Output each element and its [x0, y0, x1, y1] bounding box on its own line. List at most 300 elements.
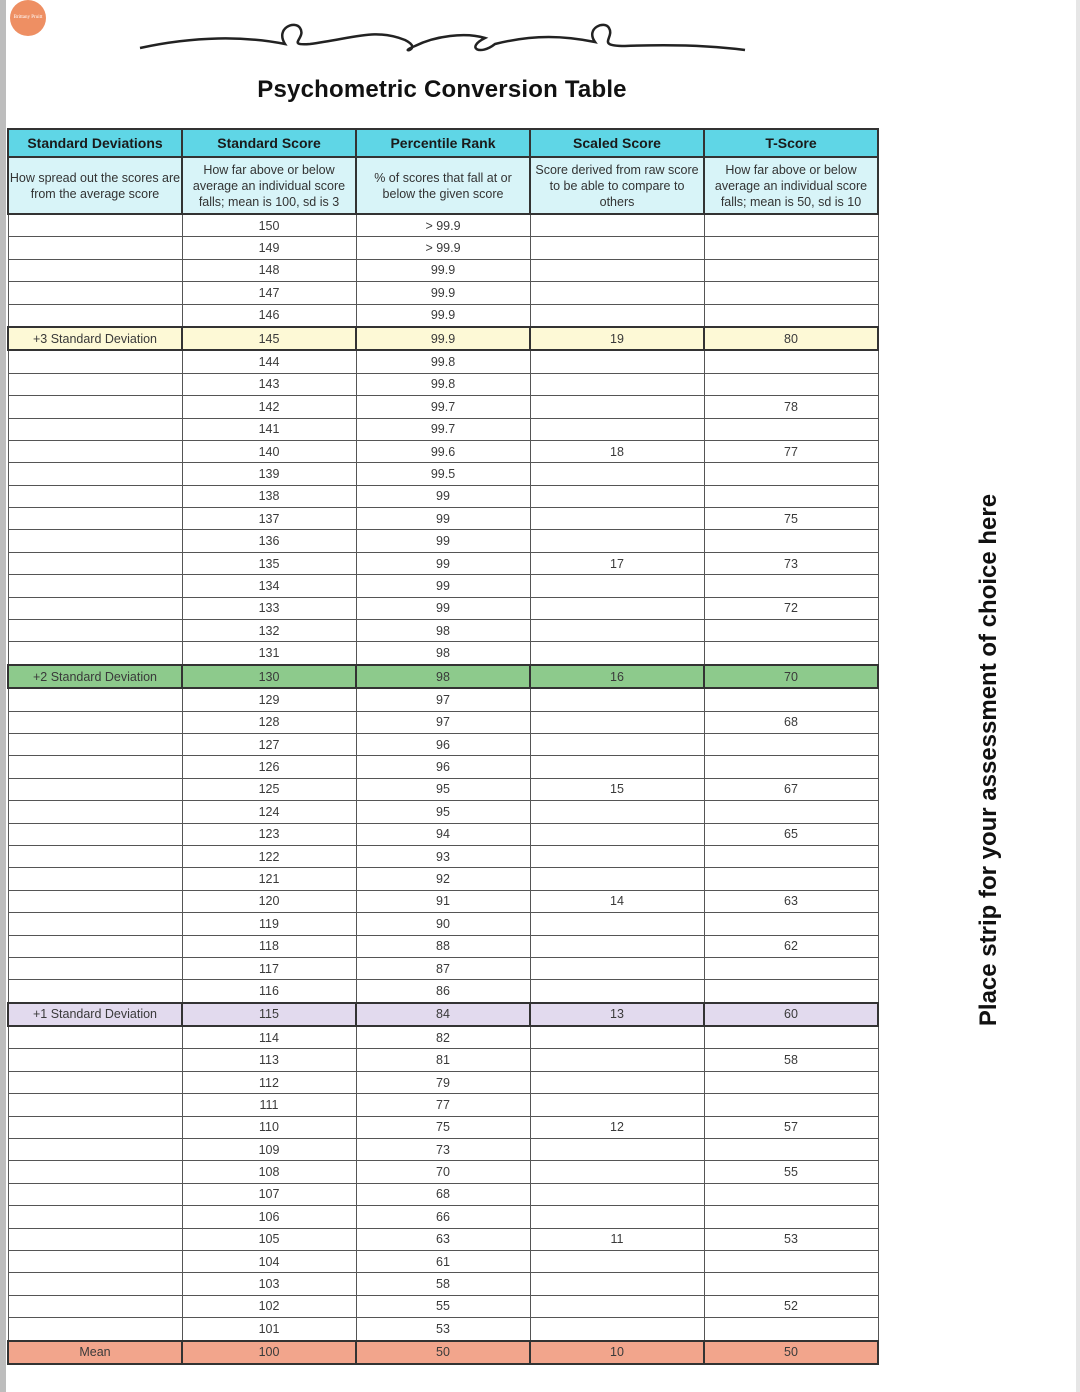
conversion-table [7, 128, 879, 1365]
table-row [8, 1273, 878, 1295]
standard-score-cell: 113 [182, 1049, 356, 1071]
scaled-score-cell [530, 1071, 704, 1093]
standard-score-cell: 143 [182, 373, 356, 395]
table-body [8, 214, 878, 1364]
standard-deviation-cell [8, 1183, 182, 1205]
t-score-cell: 67 [704, 778, 878, 800]
percentile-rank-cell: 95 [356, 778, 530, 800]
table-row [8, 733, 878, 755]
percentile-rank-cell: 90 [356, 913, 530, 935]
t-score-cell: 62 [704, 935, 878, 957]
table-row [8, 935, 878, 957]
scaled-score-cell [530, 1295, 704, 1317]
standard-deviation-cell: +3 Standard Deviation [8, 327, 182, 350]
scaled-score-cell [530, 237, 704, 259]
t-score-cell [704, 1206, 878, 1228]
t-score-cell [704, 1250, 878, 1272]
standard-deviation-cell [8, 688, 182, 711]
table-row [8, 282, 878, 304]
standard-score-cell: 132 [182, 620, 356, 642]
percentile-rank-cell: 99.8 [356, 373, 530, 395]
standard-deviation-cell [8, 1206, 182, 1228]
standard-deviation-cell: +2 Standard Deviation [8, 665, 182, 688]
scaled-score-cell: 18 [530, 440, 704, 462]
t-score-cell [704, 237, 878, 259]
percentile-rank-cell: 99.6 [356, 440, 530, 462]
percentile-rank-cell: 82 [356, 1026, 530, 1049]
percentile-rank-cell: 63 [356, 1228, 530, 1250]
standard-score-cell: 133 [182, 597, 356, 619]
scaled-score-cell [530, 868, 704, 890]
t-score-cell: 52 [704, 1295, 878, 1317]
standard-score-cell: 146 [182, 304, 356, 327]
scaled-score-cell [530, 282, 704, 304]
standard-deviation-cell [8, 1049, 182, 1071]
standard-score-cell: 123 [182, 823, 356, 845]
scaled-score-cell [530, 214, 704, 237]
table-row [8, 440, 878, 462]
standard-score-cell: 115 [182, 1003, 356, 1026]
standard-deviation-cell [8, 552, 182, 574]
standard-deviation-cell [8, 1228, 182, 1250]
t-score-cell [704, 642, 878, 665]
table-row-sd3 [8, 327, 878, 350]
standard-deviation-cell [8, 1071, 182, 1093]
percentile-rank-cell: 99 [356, 530, 530, 552]
scaled-score-cell [530, 1049, 704, 1071]
table-row [8, 259, 878, 281]
standard-score-cell: 140 [182, 440, 356, 462]
scaled-score-cell [530, 1206, 704, 1228]
percentile-rank-cell: 98 [356, 642, 530, 665]
table-row [8, 418, 878, 440]
percentile-rank-cell: 97 [356, 711, 530, 733]
percentile-rank-cell: 66 [356, 1206, 530, 1228]
scaled-score-cell: 16 [530, 665, 704, 688]
standard-score-cell: 147 [182, 282, 356, 304]
standard-deviation-cell [8, 508, 182, 530]
table-row [8, 575, 878, 597]
column-header-standard-deviations: Standard Deviations [8, 129, 182, 157]
t-score-cell [704, 1139, 878, 1161]
standard-score-cell: 127 [182, 733, 356, 755]
table-row-sd2 [8, 665, 878, 688]
standard-score-cell: 101 [182, 1318, 356, 1341]
t-score-cell [704, 868, 878, 890]
standard-score-cell: 107 [182, 1183, 356, 1205]
scaled-score-cell [530, 845, 704, 867]
standard-score-cell: 102 [182, 1295, 356, 1317]
standard-score-cell: 114 [182, 1026, 356, 1049]
t-score-cell: 58 [704, 1049, 878, 1071]
table-row [8, 1228, 878, 1250]
percentile-rank-cell: 86 [356, 980, 530, 1003]
percentile-rank-cell: 61 [356, 1250, 530, 1272]
scaled-score-cell: 12 [530, 1116, 704, 1138]
scaled-score-cell [530, 1094, 704, 1116]
percentile-rank-cell: 99 [356, 508, 530, 530]
percentile-rank-cell: 84 [356, 1003, 530, 1026]
t-score-cell: 55 [704, 1161, 878, 1183]
table-row [8, 1295, 878, 1317]
t-score-cell [704, 980, 878, 1003]
standard-deviation-cell [8, 1295, 182, 1317]
scaled-score-cell [530, 485, 704, 507]
percentile-rank-cell: 99 [356, 552, 530, 574]
logo-text: Brittany Pruitt [13, 15, 43, 20]
standard-deviation-cell [8, 396, 182, 418]
table-row [8, 980, 878, 1003]
standard-score-cell: 106 [182, 1206, 356, 1228]
percentile-rank-cell: 99 [356, 485, 530, 507]
table-row [8, 1071, 878, 1093]
t-score-cell [704, 530, 878, 552]
percentile-rank-cell: 99 [356, 575, 530, 597]
t-score-cell: 78 [704, 396, 878, 418]
page-left-edge [0, 0, 6, 1392]
t-score-cell [704, 756, 878, 778]
table-row [8, 508, 878, 530]
t-score-cell [704, 801, 878, 823]
percentile-rank-cell: 58 [356, 1273, 530, 1295]
column-description: Score derived from raw score to be able to compare to others [530, 157, 704, 214]
standard-deviation-cell [8, 642, 182, 665]
percentile-rank-cell: 81 [356, 1049, 530, 1071]
table-row [8, 485, 878, 507]
scaled-score-cell [530, 1139, 704, 1161]
standard-deviation-cell [8, 778, 182, 800]
percentile-rank-cell: 98 [356, 665, 530, 688]
standard-score-cell: 134 [182, 575, 356, 597]
standard-deviation-cell [8, 530, 182, 552]
standard-score-cell: 135 [182, 552, 356, 574]
percentile-rank-cell: 70 [356, 1161, 530, 1183]
standard-score-cell: 117 [182, 957, 356, 979]
percentile-rank-cell: 68 [356, 1183, 530, 1205]
scaled-score-cell [530, 620, 704, 642]
standard-deviation-cell [8, 801, 182, 823]
page-title: Psychometric Conversion Table [257, 76, 627, 103]
t-score-cell [704, 373, 878, 395]
assessment-strip-label: Place strip for your assessment of choice here [975, 493, 1002, 1027]
percentile-rank-cell: 99.9 [356, 327, 530, 350]
percentile-rank-cell: 97 [356, 688, 530, 711]
percentile-rank-cell: 99.9 [356, 282, 530, 304]
t-score-cell [704, 463, 878, 485]
standard-deviation-cell [8, 1116, 182, 1138]
standard-score-cell: 138 [182, 485, 356, 507]
standard-score-cell: 118 [182, 935, 356, 957]
standard-score-cell: 122 [182, 845, 356, 867]
brand-logo [10, 0, 46, 36]
column-description: % of scores that fall at or below the given score [356, 157, 530, 214]
standard-deviation-cell [8, 935, 182, 957]
t-score-cell: 50 [704, 1341, 878, 1364]
standard-score-cell: 139 [182, 463, 356, 485]
standard-deviation-cell [8, 237, 182, 259]
standard-deviation-cell [8, 913, 182, 935]
table-row [8, 1161, 878, 1183]
standard-deviation-cell [8, 1094, 182, 1116]
standard-deviation-cell [8, 957, 182, 979]
standard-score-cell: 100 [182, 1341, 356, 1364]
percentile-rank-cell: 53 [356, 1318, 530, 1341]
scaled-score-cell [530, 575, 704, 597]
table-row [8, 756, 878, 778]
table-row [8, 1094, 878, 1116]
t-score-cell [704, 1183, 878, 1205]
table-row [8, 373, 878, 395]
standard-score-cell: 136 [182, 530, 356, 552]
column-description: How far above or below average an individual score falls; mean is 50, sd is 10 [704, 157, 878, 214]
decorative-flourish-icon [135, 18, 750, 60]
standard-score-cell: 144 [182, 350, 356, 373]
percentile-rank-cell: 94 [356, 823, 530, 845]
t-score-cell [704, 418, 878, 440]
scaled-score-cell [530, 823, 704, 845]
standard-deviation-cell [8, 1161, 182, 1183]
standard-score-cell: 104 [182, 1250, 356, 1272]
standard-deviation-cell [8, 485, 182, 507]
standard-score-cell: 103 [182, 1273, 356, 1295]
percentile-rank-cell: 96 [356, 733, 530, 755]
scaled-score-cell [530, 1318, 704, 1341]
percentile-rank-cell: 99.9 [356, 304, 530, 327]
scaled-score-cell [530, 1250, 704, 1272]
scaled-score-cell [530, 913, 704, 935]
table-row-sd1 [8, 1003, 878, 1026]
standard-deviation-cell [8, 1250, 182, 1272]
scaled-score-cell: 14 [530, 890, 704, 912]
standard-deviation-cell [8, 1026, 182, 1049]
standard-deviation-cell [8, 1273, 182, 1295]
t-score-cell [704, 1071, 878, 1093]
percentile-rank-cell: 79 [356, 1071, 530, 1093]
table-row [8, 350, 878, 373]
standard-deviation-cell [8, 259, 182, 281]
scaled-score-cell: 10 [530, 1341, 704, 1364]
t-score-cell [704, 845, 878, 867]
standard-deviation-cell [8, 1139, 182, 1161]
standard-score-cell: 145 [182, 327, 356, 350]
t-score-cell [704, 259, 878, 281]
table-row [8, 642, 878, 665]
t-score-cell [704, 575, 878, 597]
table-row [8, 396, 878, 418]
scaled-score-cell [530, 801, 704, 823]
t-score-cell [704, 1026, 878, 1049]
percentile-rank-cell: 75 [356, 1116, 530, 1138]
scaled-score-cell [530, 1026, 704, 1049]
t-score-cell [704, 350, 878, 373]
header-row [8, 129, 878, 157]
scaled-score-cell [530, 508, 704, 530]
standard-score-cell: 110 [182, 1116, 356, 1138]
table-row [8, 552, 878, 574]
standard-score-cell: 131 [182, 642, 356, 665]
column-description: How spread out the scores are from the average score [8, 157, 182, 214]
standard-deviation-cell [8, 823, 182, 845]
percentile-rank-cell: 99.9 [356, 259, 530, 281]
table-row [8, 688, 878, 711]
table-row [8, 957, 878, 979]
standard-score-cell: 149 [182, 237, 356, 259]
scaled-score-cell [530, 373, 704, 395]
t-score-cell: 75 [704, 508, 878, 530]
table-row [8, 620, 878, 642]
standard-score-cell: 142 [182, 396, 356, 418]
t-score-cell [704, 282, 878, 304]
column-header-percentile-rank: Percentile Rank [356, 129, 530, 157]
standard-score-cell: 120 [182, 890, 356, 912]
scaled-score-cell [530, 642, 704, 665]
table-row [8, 913, 878, 935]
scaled-score-cell [530, 418, 704, 440]
standard-deviation-cell [8, 304, 182, 327]
table-row [8, 597, 878, 619]
scaled-score-cell [530, 597, 704, 619]
standard-score-cell: 125 [182, 778, 356, 800]
standard-score-cell: 130 [182, 665, 356, 688]
scaled-score-cell: 13 [530, 1003, 704, 1026]
standard-deviation-cell [8, 350, 182, 373]
table-row [8, 214, 878, 237]
percentile-rank-cell: 77 [356, 1094, 530, 1116]
standard-deviation-cell [8, 214, 182, 237]
description-row [8, 157, 878, 214]
t-score-cell [704, 1318, 878, 1341]
scaled-score-cell [530, 756, 704, 778]
table-row [8, 778, 878, 800]
percentile-rank-cell: 92 [356, 868, 530, 890]
standard-score-cell: 109 [182, 1139, 356, 1161]
standard-score-cell: 141 [182, 418, 356, 440]
scaled-score-cell: 17 [530, 552, 704, 574]
percentile-rank-cell: 87 [356, 957, 530, 979]
standard-deviation-cell [8, 868, 182, 890]
table-row [8, 1116, 878, 1138]
column-description: How far above or below average an individual score falls; mean is 100, sd is 3 [182, 157, 356, 214]
standard-score-cell: 108 [182, 1161, 356, 1183]
scaled-score-cell [530, 259, 704, 281]
t-score-cell [704, 304, 878, 327]
t-score-cell: 65 [704, 823, 878, 845]
table-row [8, 1026, 878, 1049]
table-row [8, 1250, 878, 1272]
scaled-score-cell [530, 1273, 704, 1295]
table-row-mean [8, 1341, 878, 1364]
standard-deviation-cell [8, 620, 182, 642]
table-row [8, 237, 878, 259]
table-row [8, 823, 878, 845]
scaled-score-cell [530, 350, 704, 373]
percentile-rank-cell: 95 [356, 801, 530, 823]
standard-deviation-cell [8, 845, 182, 867]
scaled-score-cell: 19 [530, 327, 704, 350]
standard-deviation-cell [8, 373, 182, 395]
t-score-cell [704, 1094, 878, 1116]
scaled-score-cell: 15 [530, 778, 704, 800]
t-score-cell [704, 957, 878, 979]
scaled-score-cell [530, 957, 704, 979]
t-score-cell: 68 [704, 711, 878, 733]
percentile-rank-cell: 99.7 [356, 396, 530, 418]
t-score-cell: 80 [704, 327, 878, 350]
scaled-score-cell [530, 1183, 704, 1205]
standard-deviation-cell [8, 733, 182, 755]
t-score-cell: 60 [704, 1003, 878, 1026]
t-score-cell [704, 733, 878, 755]
column-header-scaled-score: Scaled Score [530, 129, 704, 157]
standard-score-cell: 111 [182, 1094, 356, 1116]
scaled-score-cell [530, 935, 704, 957]
percentile-rank-cell: 99.7 [356, 418, 530, 440]
percentile-rank-cell: 93 [356, 845, 530, 867]
standard-deviation-cell: +1 Standard Deviation [8, 1003, 182, 1026]
standard-score-cell: 105 [182, 1228, 356, 1250]
t-score-cell: 53 [704, 1228, 878, 1250]
standard-score-cell: 129 [182, 688, 356, 711]
table-row [8, 1206, 878, 1228]
scaled-score-cell [530, 463, 704, 485]
t-score-cell [704, 485, 878, 507]
scaled-score-cell [530, 1161, 704, 1183]
t-score-cell [704, 1273, 878, 1295]
percentile-rank-cell: 55 [356, 1295, 530, 1317]
standard-deviation-cell [8, 1318, 182, 1341]
table-row [8, 1049, 878, 1071]
t-score-cell [704, 214, 878, 237]
percentile-rank-cell: 50 [356, 1341, 530, 1364]
table-row [8, 304, 878, 327]
t-score-cell: 77 [704, 440, 878, 462]
table-row [8, 845, 878, 867]
standard-score-cell: 128 [182, 711, 356, 733]
t-score-cell: 57 [704, 1116, 878, 1138]
percentile-rank-cell: 98 [356, 620, 530, 642]
standard-score-cell: 148 [182, 259, 356, 281]
standard-score-cell: 150 [182, 214, 356, 237]
column-header-standard-score: Standard Score [182, 129, 356, 157]
t-score-cell [704, 620, 878, 642]
scaled-score-cell [530, 733, 704, 755]
standard-deviation-cell [8, 980, 182, 1003]
standard-deviation-cell [8, 890, 182, 912]
percentile-rank-cell: > 99.9 [356, 237, 530, 259]
t-score-cell [704, 913, 878, 935]
standard-deviation-cell [8, 282, 182, 304]
standard-deviation-cell [8, 597, 182, 619]
standard-score-cell: 124 [182, 801, 356, 823]
standard-deviation-cell: Mean [8, 1341, 182, 1364]
percentile-rank-cell: 91 [356, 890, 530, 912]
table-row [8, 711, 878, 733]
standard-score-cell: 119 [182, 913, 356, 935]
scaled-score-cell [530, 304, 704, 327]
t-score-cell [704, 688, 878, 711]
table-row [8, 868, 878, 890]
percentile-rank-cell: 99 [356, 597, 530, 619]
page-right-edge [1076, 0, 1080, 1392]
t-score-cell: 73 [704, 552, 878, 574]
standard-deviation-cell [8, 440, 182, 462]
percentile-rank-cell: 88 [356, 935, 530, 957]
table-row [8, 463, 878, 485]
standard-score-cell: 112 [182, 1071, 356, 1093]
percentile-rank-cell: > 99.9 [356, 214, 530, 237]
standard-score-cell: 126 [182, 756, 356, 778]
standard-deviation-cell [8, 711, 182, 733]
